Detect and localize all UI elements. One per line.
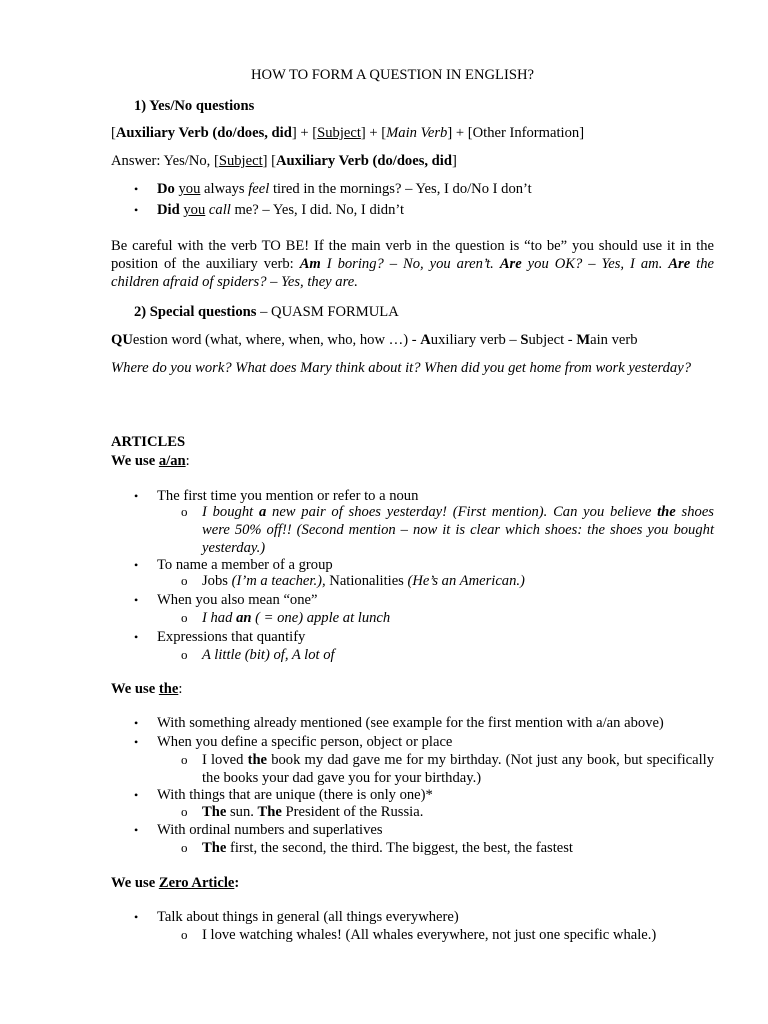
the-example-3: The sun. The President of the Russia. <box>202 804 424 820</box>
a-an-example-3: I had an ( = one) apple at lunch <box>202 610 391 626</box>
bullet-icon: • <box>134 630 139 644</box>
page-title: HOW TO FORM A QUESTION IN ENGLISH? <box>251 67 534 83</box>
zero-article-heading: We use Zero Article: <box>111 875 240 891</box>
the-rule-1: With something already mentioned (see example for the first mention with a/an above) <box>157 715 664 731</box>
yes-no-formula: [Auxiliary Verb (do/does, did] + [Subject] + [Main Verb] + [Other Information] <box>111 125 585 141</box>
sub-bullet-icon: o <box>181 647 188 662</box>
bullet-icon: • <box>134 735 139 749</box>
the-rule-3: With things that are unique (there is only one)* <box>157 787 433 803</box>
the-example-4: The first, the second, the third. The biggest, the best, the fastest <box>202 840 573 856</box>
section-special-heading: 2) Special questions – QUASM FORMULA <box>134 304 399 320</box>
the-rule-4: With ordinal numbers and superlatives <box>157 822 383 838</box>
zero-example-1: I love watching whales! (All whales everywhere, not just one specific whale.) <box>202 927 657 943</box>
quasm-formula: QUestion word (what, where, when, who, how …) - Auxiliary verb – Subject - Main verb <box>111 332 638 348</box>
articles-heading: ARTICLES <box>111 434 186 450</box>
zero-rule-1: Talk about things in general (all things everywhere) <box>157 909 459 925</box>
bullet-icon: • <box>134 203 139 217</box>
sub-bullet-icon: o <box>181 752 188 767</box>
yes-no-example-2: Did you call me? – Yes, I did. No, I didn’t <box>157 202 405 218</box>
sub-bullet-icon: o <box>181 804 188 819</box>
bullet-icon: • <box>134 489 139 503</box>
a-an-example-2: Jobs (I’m a teacher.), Nationalities (He’s an American.) <box>202 573 525 589</box>
a-an-example-1: I bought a new pair of shoes yesterday! (First mention). Can you believe the shoes were 50% off!! (Second mention – now it is clear which shoes: the shoes you bought yesterday.) <box>202 504 714 556</box>
the-example-2: I loved the book my dad gave me for my birthday. (Not just any book, but specifically the books your dad gave you for your birthday.) <box>202 752 714 786</box>
a-an-rule-3: When you also mean “one” <box>157 592 318 608</box>
a-an-example-4: A little (bit) of, A lot of <box>202 647 335 663</box>
yes-no-example-1: Do you always feel tired in the mornings? – Yes, I do/No I don’t <box>157 181 532 197</box>
a-an-rule-1: The first time you mention or refer to a noun <box>157 488 419 504</box>
the-rule-2: When you define a specific person, object or place <box>157 734 453 750</box>
bullet-icon: • <box>134 182 139 196</box>
sub-bullet-icon: o <box>181 927 188 942</box>
yes-no-answer-formula: Answer: Yes/No, [Subject] [Auxiliary Verb (do/does, did] <box>111 153 457 169</box>
a-an-heading: We use a/an: <box>111 453 190 469</box>
sub-bullet-icon: o <box>181 573 188 588</box>
bullet-icon: • <box>134 593 139 607</box>
bullet-icon: • <box>134 823 139 837</box>
sub-bullet-icon: o <box>181 504 188 519</box>
bullet-icon: • <box>134 558 139 572</box>
to-be-note: Be careful with the verb TO BE! If the main verb in the question is “to be” you should use it in the position of the auxiliary verb: Am I boring? – No, you aren’t. Are you OK? – Yes, I am. Are the children afraid of spiders? – Yes, they are. <box>111 238 714 290</box>
sub-bullet-icon: o <box>181 610 188 625</box>
bullet-icon: • <box>134 716 139 730</box>
bullet-icon: • <box>134 788 139 802</box>
bullet-icon: • <box>134 910 139 924</box>
section-yes-no-heading: 1) Yes/No questions <box>134 98 255 114</box>
special-question-examples: Where do you work? What does Mary think about it? When did you get home from work yesterday? <box>111 360 691 376</box>
a-an-rule-2: To name a member of a group <box>157 557 333 573</box>
the-heading: We use the: <box>111 681 183 697</box>
sub-bullet-icon: o <box>181 840 188 855</box>
a-an-rule-4: Expressions that quantify <box>157 629 306 645</box>
